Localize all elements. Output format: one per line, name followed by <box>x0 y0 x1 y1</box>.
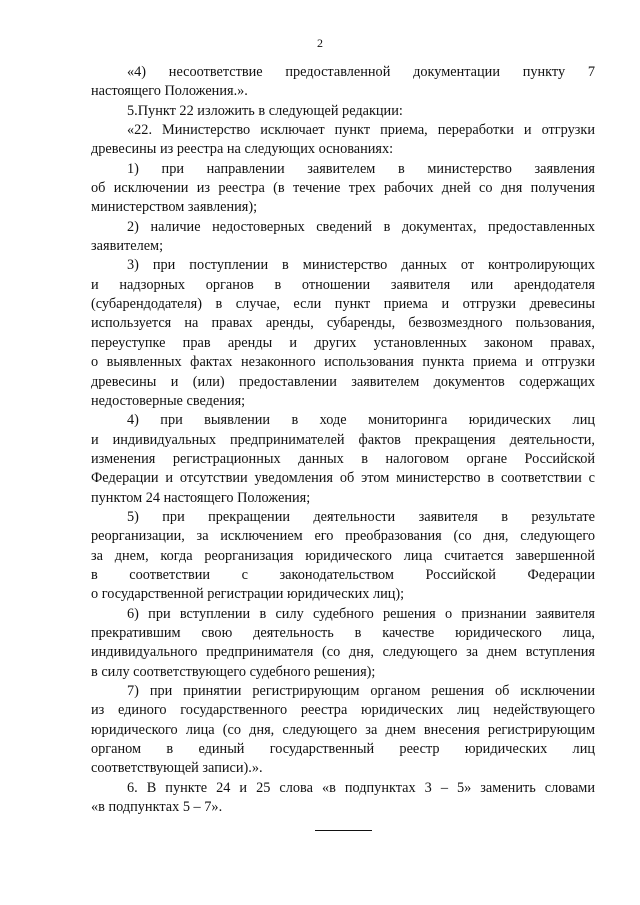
text-line: реорганизации, за исключением его преобразования (со дня, следующего <box>91 528 595 545</box>
text-line: Федерации и отсутствии уведомления об этом министерство в соответствии с <box>91 470 595 487</box>
text-line: в соответствии с законодательством Российской Федерации <box>91 566 595 583</box>
text-line: прекратившим свою деятельность в качестве юридического лица, <box>91 624 595 641</box>
text-line: за днем, когда реорганизация юридического лица считается завершенной <box>91 547 595 564</box>
text-line: 4) при выявлении в ходе мониторинга юридических лиц <box>127 412 595 429</box>
text-line: 1) при направлении заявителем в министерство заявления <box>127 160 595 177</box>
text-line: древесины и (или) предоставлении заявителем документов содержащих <box>91 373 595 390</box>
paragraph-ground-5 <box>91 508 595 605</box>
text-line: и надзорных органов в отношении заявителя или арендодателя <box>91 276 595 293</box>
text-line: в силу соответствующего судебного решения); <box>91 663 376 680</box>
text-line: «4) несоответствие предоставленной документации пункту 7 <box>127 64 595 80</box>
text-line: 6) при вступлении в силу судебного решения о признании заявителя <box>127 605 595 622</box>
text-line: соответствующей записи).». <box>91 760 263 777</box>
page-number: 2 <box>317 36 323 50</box>
text-line: из единого государственного реестра юридических лиц недействующего <box>91 702 595 719</box>
text-line: органом в единый государственный реестр юридических лиц <box>91 741 595 758</box>
paragraph-item-4-nonconformity <box>91 63 595 102</box>
document-body <box>91 63 595 817</box>
text-line: и индивидуальных предпринимателей фактов прекращения деятельности, <box>91 431 595 448</box>
text-line: «в подпунктах 5 – 7». <box>91 799 223 816</box>
text-line: 5.Пункт 22 изложить в следующей редакции: <box>127 102 403 119</box>
text-line: используется на правах аренды, субаренды, безвозмездного пользования, <box>91 315 595 332</box>
text-line: министерством заявления); <box>91 199 258 216</box>
text-line: заявителем; <box>91 238 164 255</box>
paragraph-point-5-intro <box>91 102 595 121</box>
text-line: древесины из реестра на следующих основаниях: <box>91 141 394 158</box>
paragraph-point-6 <box>91 779 595 818</box>
text-line: (субарендодателя) в случае, если пункт приема и отгрузки древесины <box>91 296 595 313</box>
text-line: 2) наличие недостоверных сведений в документах, предоставленных <box>127 218 595 235</box>
paragraph-ground-3 <box>91 256 595 411</box>
paragraph-point-22-text <box>91 121 595 160</box>
text-line: юридического лица (со дня, следующего за днем внесения регистрирующим <box>91 721 595 738</box>
text-line: индивидуального предпринимателя (со дня, следующего за днем вступления <box>91 644 595 661</box>
text-line: настоящего Положения.». <box>91 83 248 100</box>
text-line: о государственной регистрации юридических лиц); <box>91 586 405 603</box>
paragraph-ground-6 <box>91 605 595 682</box>
paragraph-ground-7 <box>91 682 595 779</box>
text-line: изменения регистрационных данных в налоговом органе Российской <box>91 450 595 467</box>
paragraph-ground-1 <box>91 160 595 218</box>
text-line: об исключении из реестра (в течение трех рабочих дней со дня получения <box>91 180 595 197</box>
end-separator-line <box>315 830 372 831</box>
text-line: 7) при принятии регистрирующим органом решения об исключении <box>127 683 595 699</box>
text-line: «22. Министерство исключает пункт приема, переработки и отгрузки <box>127 122 595 139</box>
text-line: о выявленных фактах незаконного использования пункта приема и отгрузки <box>91 354 595 371</box>
text-line: 5) при прекращении деятельности заявителя в результате <box>127 508 595 525</box>
text-line: переуступке прав аренды и других установленных законом правах, <box>91 334 595 351</box>
paragraph-ground-4 <box>91 411 595 508</box>
paragraph-ground-2 <box>91 218 595 257</box>
text-line: 3) при поступлении в министерство данных от контролирующих <box>127 257 595 274</box>
text-line: пунктом 24 настоящего Положения; <box>91 489 311 506</box>
text-line: недостоверные сведения; <box>91 392 246 409</box>
text-line: 6. В пункте 24 и 25 слова «в подпунктах 3 – 5» заменить словами <box>127 779 595 796</box>
